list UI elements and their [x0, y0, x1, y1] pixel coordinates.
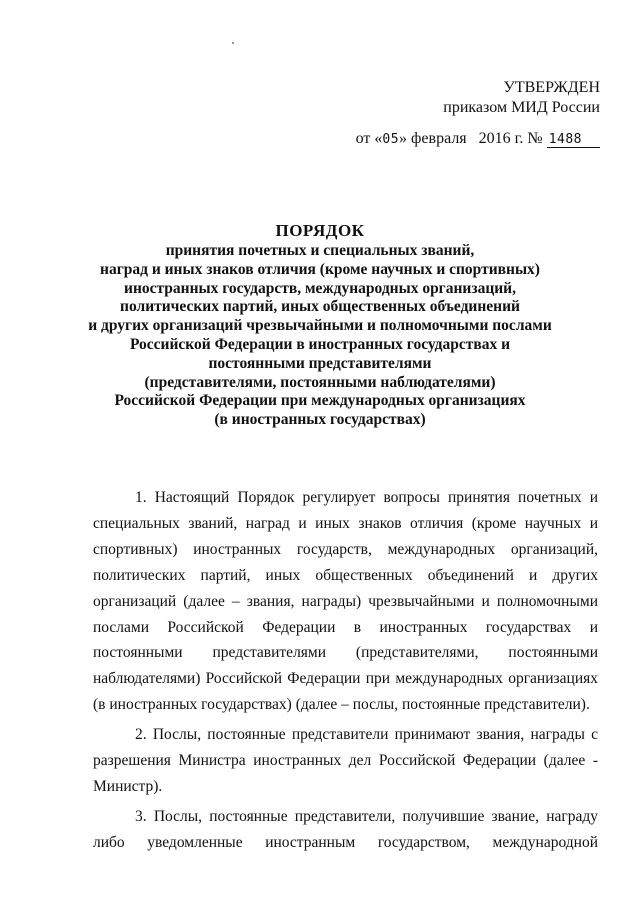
approval-line-2: приказом МИД России [443, 99, 600, 116]
order-number: 1488 [547, 132, 600, 148]
date-year: 2016 г. № [478, 130, 543, 147]
subtitle-line: иностранных государств, международных организаций, [124, 279, 516, 297]
approval-line-1: УТВЕРЖДЕН [503, 79, 600, 96]
subtitle-line: постоянными представителями [208, 354, 432, 372]
subtitle-line: Российской Федерации при международных организациях [114, 392, 526, 410]
date-day: 05 [382, 132, 400, 147]
paragraph-1: 1. Настоящий Порядок регулирует вопросы принятия почетных и специальных званий, наград и иных знаков отличия (кроме научных и спортивных) иностранных государств, международных организаций, политических партий, иных общественных объединений и других организаций (далее – звания, награды) чрезвычайными и полномочными послами Российской Федерации в иностранных государствах и постоянными представителями (представителями, постоянными наблюдателями) Российской Федерации при международных организациях (в иностранных государствах) (далее – послы, постоянные представители). [93, 489, 598, 714]
date-prefix: от « [355, 130, 383, 147]
date-month: » февраля [399, 130, 467, 147]
approval-date-line [356, 130, 600, 148]
subtitle-line: принятия почетных и специальных званий, [165, 242, 475, 259]
subtitle-line: политических партий, иных общественных объединений [120, 298, 520, 316]
document-body [93, 485, 598, 860]
subtitle-line: наград и иных знаков отличия (кроме научных и спортивных) [100, 260, 540, 278]
document-subtitle [60, 242, 580, 430]
document-title-block [60, 220, 580, 430]
paragraph-3: 3. Послы, постоянные представители, получившие звание, награду либо уведомленные иностранным государством, международной [93, 807, 598, 851]
document-title: ПОРЯДОК [275, 221, 365, 240]
subtitle-line: Российской Федерации в иностранных государствах и [129, 335, 511, 353]
scan-speck [232, 42, 234, 44]
approval-stamp [443, 78, 600, 118]
subtitle-line: (в иностранных государствах) [214, 411, 426, 429]
paragraph-2: 2. Послы, постоянные представители принимают звания, награды с разрешения Министра иностранных дел Российской Федерации (далее - Министр). [93, 726, 598, 795]
subtitle-line: и других организаций чрезвычайными и полномочными послами [88, 317, 552, 335]
subtitle-line: (представителями, постоянными наблюдателями) [144, 373, 496, 391]
